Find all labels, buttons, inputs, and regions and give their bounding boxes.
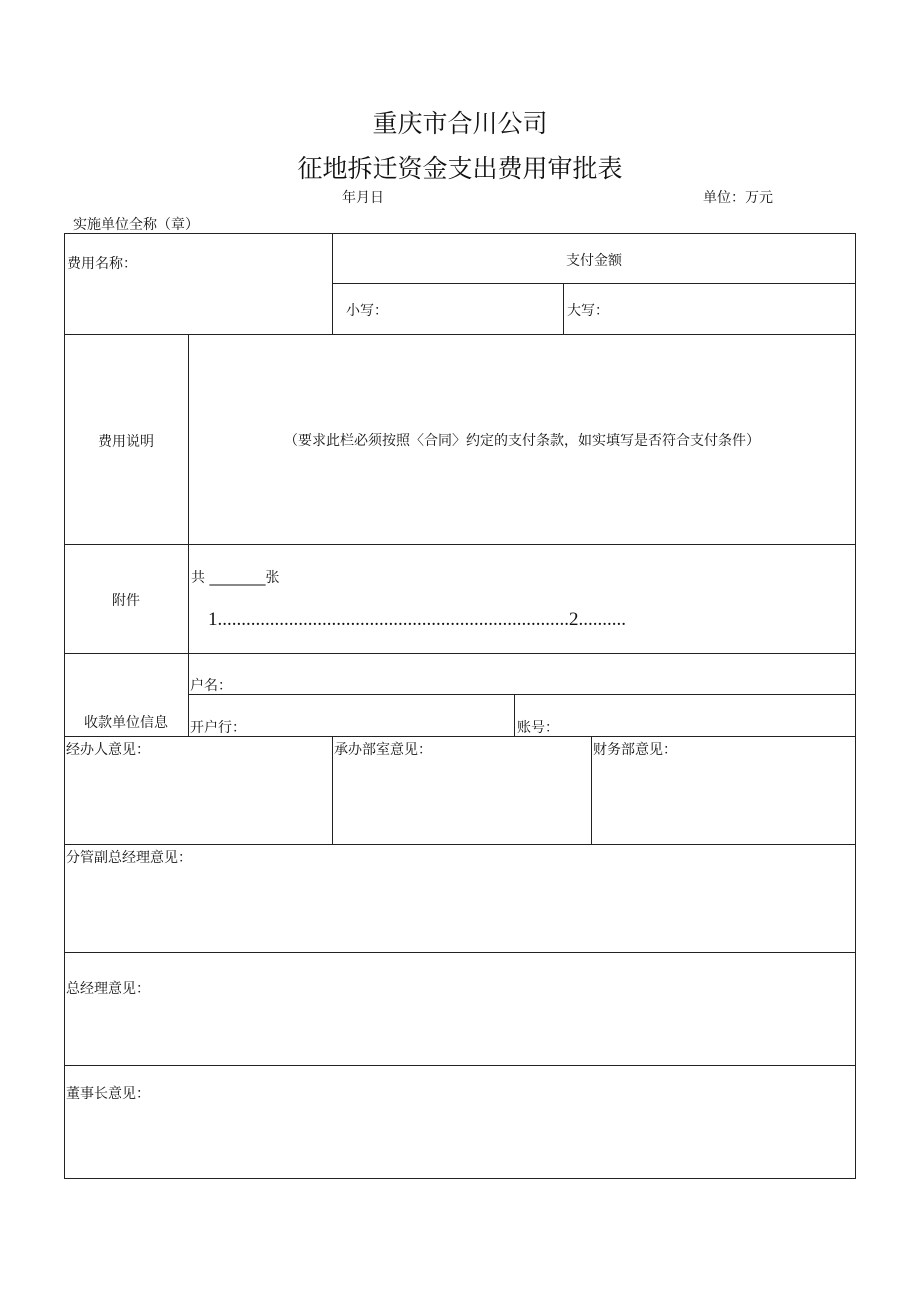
attachment-label: 附件 — [112, 593, 140, 609]
fee-description-hint: （要求此栏必须按照〈合同〉约定的支付条款，如实填写是否符合支付条件） — [284, 433, 760, 449]
uppercase-amount-label: 大写： — [567, 303, 609, 319]
vice-gm-opinion-label: 分管副总经理意见： — [66, 850, 192, 866]
department-opinion-label: 承办部室意见： — [334, 742, 432, 758]
attachment-count: 共 ________张 — [191, 570, 280, 586]
company-name: 重庆市合川公司 — [372, 109, 548, 138]
payee-info-label: 收款单位信息 — [84, 715, 168, 731]
org-name-label: 实施单位全称（章） — [73, 217, 199, 233]
attachment-list: 1..........................................................................2.......... — [208, 609, 626, 630]
fee-description-label: 费用说明 — [98, 434, 154, 450]
lowercase-amount-label: 小写： — [346, 303, 388, 319]
date-field: 年月日 — [342, 190, 384, 206]
handler-opinion-label: 经办人意见： — [66, 742, 150, 758]
gm-opinion-label: 总经理意见： — [66, 981, 150, 997]
bank-label: 开户行： — [190, 720, 246, 736]
finance-opinion-label: 财务部意见： — [593, 742, 677, 758]
account-name-label: 户名： — [190, 678, 232, 694]
form-title: 征地拆迁资金支出费用审批表 — [297, 154, 623, 183]
fee-name-label: 费用名称： — [67, 256, 137, 272]
payment-amount-header: 支付金额 — [566, 253, 622, 269]
form-border — [65, 234, 856, 1179]
chairman-opinion-label: 董事长意见： — [66, 1086, 150, 1102]
account-number-label: 账号： — [517, 720, 559, 736]
unit-label: 单位：万元 — [703, 190, 773, 206]
